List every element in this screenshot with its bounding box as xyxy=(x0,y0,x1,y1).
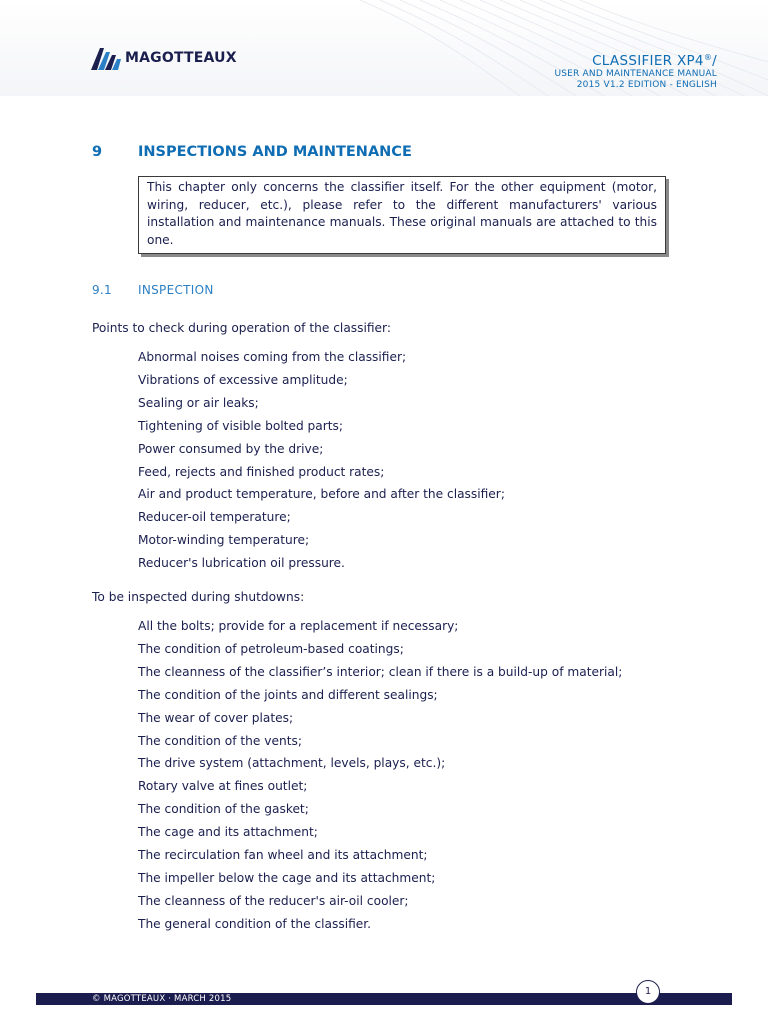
list-item: All the bolts; provide for a replacement if necessary; xyxy=(138,619,459,633)
document-edition: 2015 V1.2 EDITION - ENGLISH xyxy=(576,80,717,90)
operation-intro: Points to check during operation of the classifier: xyxy=(92,321,391,335)
magotteaux-logo-icon xyxy=(91,46,121,70)
list-item: The cleanness of the reducer's air-oil cooler; xyxy=(138,893,409,908)
list-item: Tightening of visible bolted parts; xyxy=(138,418,344,433)
list-item: The cleanness of the classifier’s interior; clean if there is a build-up of material; xyxy=(138,664,623,679)
footer-copyright: © MAGOTTEAUX · MARCH 2015 xyxy=(92,994,232,1004)
document-meta xyxy=(554,50,717,91)
list-item: The condition of petroleum-based coatings; xyxy=(138,641,404,656)
list-item: Motor-winding temperature; xyxy=(138,533,310,548)
list-item: Reducer's lubrication oil pressure. xyxy=(138,556,345,571)
list-item: Reducer-oil temperature; xyxy=(138,510,291,525)
list-item: The wear of cover plates; xyxy=(138,710,294,725)
list-item: The general condition of the classifier. xyxy=(138,916,372,931)
chapter-heading xyxy=(92,144,412,160)
list-item: The condition of the gasket; xyxy=(138,802,309,817)
operation-checklist xyxy=(138,346,505,575)
footer-bar xyxy=(36,993,732,1005)
list-item: The cage and its attachment; xyxy=(138,825,318,840)
list-item: Sealing or air leaks; xyxy=(138,395,259,410)
brand-logo xyxy=(91,46,237,70)
list-item: Rotary valve at fines outlet; xyxy=(138,779,308,794)
page-number: 1 xyxy=(636,980,660,1004)
registered-mark: ® xyxy=(703,53,713,62)
list-item: Abnormal noises coming from the classifier; xyxy=(138,350,407,364)
document-subtitle: USER AND MAINTENANCE MANUAL xyxy=(554,69,717,79)
list-item: The impeller below the cage and its attachment; xyxy=(138,870,436,885)
list-item: Vibrations of excessive amplitude; xyxy=(138,372,348,387)
shutdown-checklist xyxy=(138,615,622,936)
brand-name: MAGOTTEAUX xyxy=(125,50,237,66)
list-item: The condition of the joints and different sealings; xyxy=(138,687,438,702)
list-item: Air and product temperature, before and after the classifier; xyxy=(138,487,505,502)
list-item: The condition of the vents; xyxy=(138,733,302,748)
list-item: The recirculation fan wheel and its attachment; xyxy=(138,848,428,863)
list-item: The drive system (attachment, levels, plays, etc.); xyxy=(138,756,446,771)
section-title: INSPECTION xyxy=(138,283,214,297)
section-number: 9.1 xyxy=(92,283,112,297)
section-heading xyxy=(92,283,214,297)
list-item: Power consumed by the drive; xyxy=(138,441,324,456)
shutdown-intro: To be inspected during shutdowns: xyxy=(92,590,305,604)
list-item: Feed, rejects and finished product rates; xyxy=(138,464,385,479)
chapter-title: INSPECTIONS AND MAINTENANCE xyxy=(138,144,412,160)
chapter-number: 9 xyxy=(92,144,103,160)
note-box: This chapter only concerns the classifier itself. For the other equipment (motor, wiring, reducer, etc.), please refer to the different manufacturers' various installation and maintenance manuals. These original manuals are attached to this one. xyxy=(138,176,666,254)
document-title: CLASSIFIER XP4®/ xyxy=(592,53,717,69)
